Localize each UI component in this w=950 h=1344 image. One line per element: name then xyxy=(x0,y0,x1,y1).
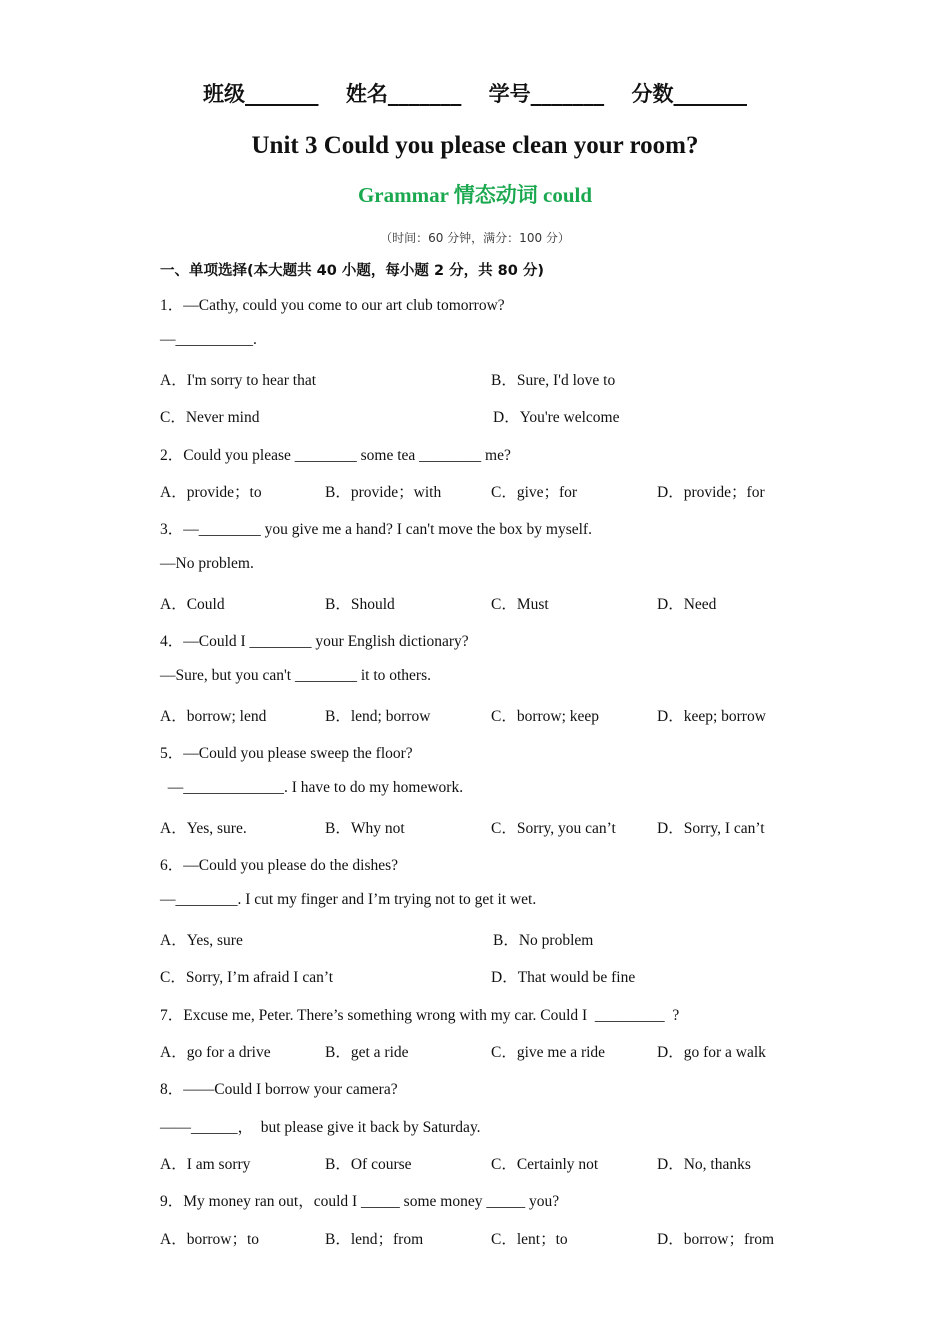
question-5-option-b[interactable]: B．Why not xyxy=(325,820,405,837)
question-9-option-b[interactable]: B．lend；from xyxy=(325,1231,424,1248)
question-8-option-a[interactable]: A．I am sorry xyxy=(160,1156,251,1173)
question-1-stem: 1．—Cathy, could you come to our art club tomorrow? xyxy=(160,297,505,314)
question-2-option-b[interactable]: B．provide；with xyxy=(325,484,442,501)
question-1-reply: —__________. xyxy=(160,331,257,348)
question-5-reply: —_____________. I have to do my homework. xyxy=(160,779,464,796)
question-2-option-c[interactable]: C．give；for xyxy=(491,484,578,501)
question-5-stem: 5．—Could you please sweep the floor? xyxy=(160,745,413,762)
question-9-stem: 9．My money ran out，could I _____ some money _____ you? xyxy=(160,1193,560,1210)
section-heading: 一、单项选择(本大题共 40 小题，每小题 2 分，共 80 分) xyxy=(160,263,544,279)
question-3-option-a[interactable]: A．Could xyxy=(160,596,225,613)
question-2-option-d[interactable]: D．provide；for xyxy=(657,484,765,501)
page-subtitle: Grammar 情态动词 could xyxy=(357,183,593,207)
question-3-stem: 3．—________ you give me a hand? I can't move the box by myself. xyxy=(160,521,592,538)
question-4-stem: 4．—Could I ________ your English dictionary? xyxy=(160,633,469,650)
question-3-option-c[interactable]: C．Must xyxy=(491,596,549,613)
question-3-option-d[interactable]: D．Need xyxy=(657,596,717,613)
question-5-option-a[interactable]: A．Yes, sure. xyxy=(160,820,247,837)
question-6-option-c[interactable]: C．Sorry, I’m afraid I can’t xyxy=(160,969,334,986)
question-9-option-a[interactable]: A．borrow；to xyxy=(160,1231,260,1248)
question-9-option-c[interactable]: C．lent；to xyxy=(491,1231,568,1248)
question-7-stem: 7．Excuse me, Peter. There’s something wrong with my car. Could I _________ ? xyxy=(160,1007,680,1024)
question-2-option-a[interactable]: A．provide；to xyxy=(160,484,262,501)
question-8-stem: 8．——Could I borrow your camera? xyxy=(160,1081,398,1098)
question-8-option-d[interactable]: D．No, thanks xyxy=(657,1156,751,1173)
question-5-option-d[interactable]: D．Sorry, I can’t xyxy=(657,820,765,837)
score-field: 分数_______ xyxy=(631,82,747,106)
question-8-option-c[interactable]: C．Certainly not xyxy=(491,1156,599,1173)
question-6-option-a[interactable]: A．Yes, sure xyxy=(160,932,243,949)
question-7-option-d[interactable]: D．go for a walk xyxy=(657,1044,766,1061)
question-7-option-b[interactable]: B．get a ride xyxy=(325,1044,409,1061)
page-title: Unit 3 Could you please clean your room? xyxy=(251,132,699,159)
question-6-stem: 6．—Could you please do the dishes? xyxy=(160,857,399,874)
name-field: 姓名_______ xyxy=(345,82,462,106)
question-4-option-c[interactable]: C．borrow; keep xyxy=(491,708,600,725)
question-3-reply: —No problem. xyxy=(160,555,254,572)
class-field: 班级_______ xyxy=(203,82,319,106)
question-7-option-a[interactable]: A．go for a drive xyxy=(160,1044,271,1061)
question-9-option-d[interactable]: D．borrow；from xyxy=(657,1231,775,1248)
question-5-option-c[interactable]: C．Sorry, you can’t xyxy=(491,820,616,837)
question-1-option-d[interactable]: D．You're welcome xyxy=(493,409,620,426)
question-3-option-b[interactable]: B．Should xyxy=(325,596,395,613)
question-4-option-b[interactable]: B．lend; borrow xyxy=(325,708,431,725)
question-1-option-b[interactable]: B．Sure, I'd love to xyxy=(491,372,616,389)
question-8-option-b[interactable]: B．Of course xyxy=(325,1156,412,1173)
question-6-option-b[interactable]: B．No problem xyxy=(493,932,594,949)
question-6-option-d[interactable]: D．That would be fine xyxy=(491,969,636,986)
question-8-reply: ——______， but please give it back by Saturday. xyxy=(160,1119,481,1136)
question-4-option-d[interactable]: D．keep; borrow xyxy=(657,708,766,725)
question-4-reply: —Sure, but you can't ________ it to others. xyxy=(160,667,432,684)
student-id-field: 学号_______ xyxy=(488,82,605,106)
question-1-option-a[interactable]: A．I'm sorry to hear that xyxy=(160,372,317,389)
question-7-option-c[interactable]: C．give me a ride xyxy=(491,1044,606,1061)
question-2-stem: 2．Could you please ________ some tea ________ me? xyxy=(160,447,511,464)
student-info-header xyxy=(0,78,950,108)
question-4-option-a[interactable]: A．borrow; lend xyxy=(160,708,267,725)
question-6-reply: —________. I cut my finger and I’m trying not to get it wet. xyxy=(160,891,537,908)
question-1-option-c[interactable]: C．Never mind xyxy=(160,409,260,426)
exam-meta: （时间：60 分钟，满分：100 分） xyxy=(380,231,570,245)
